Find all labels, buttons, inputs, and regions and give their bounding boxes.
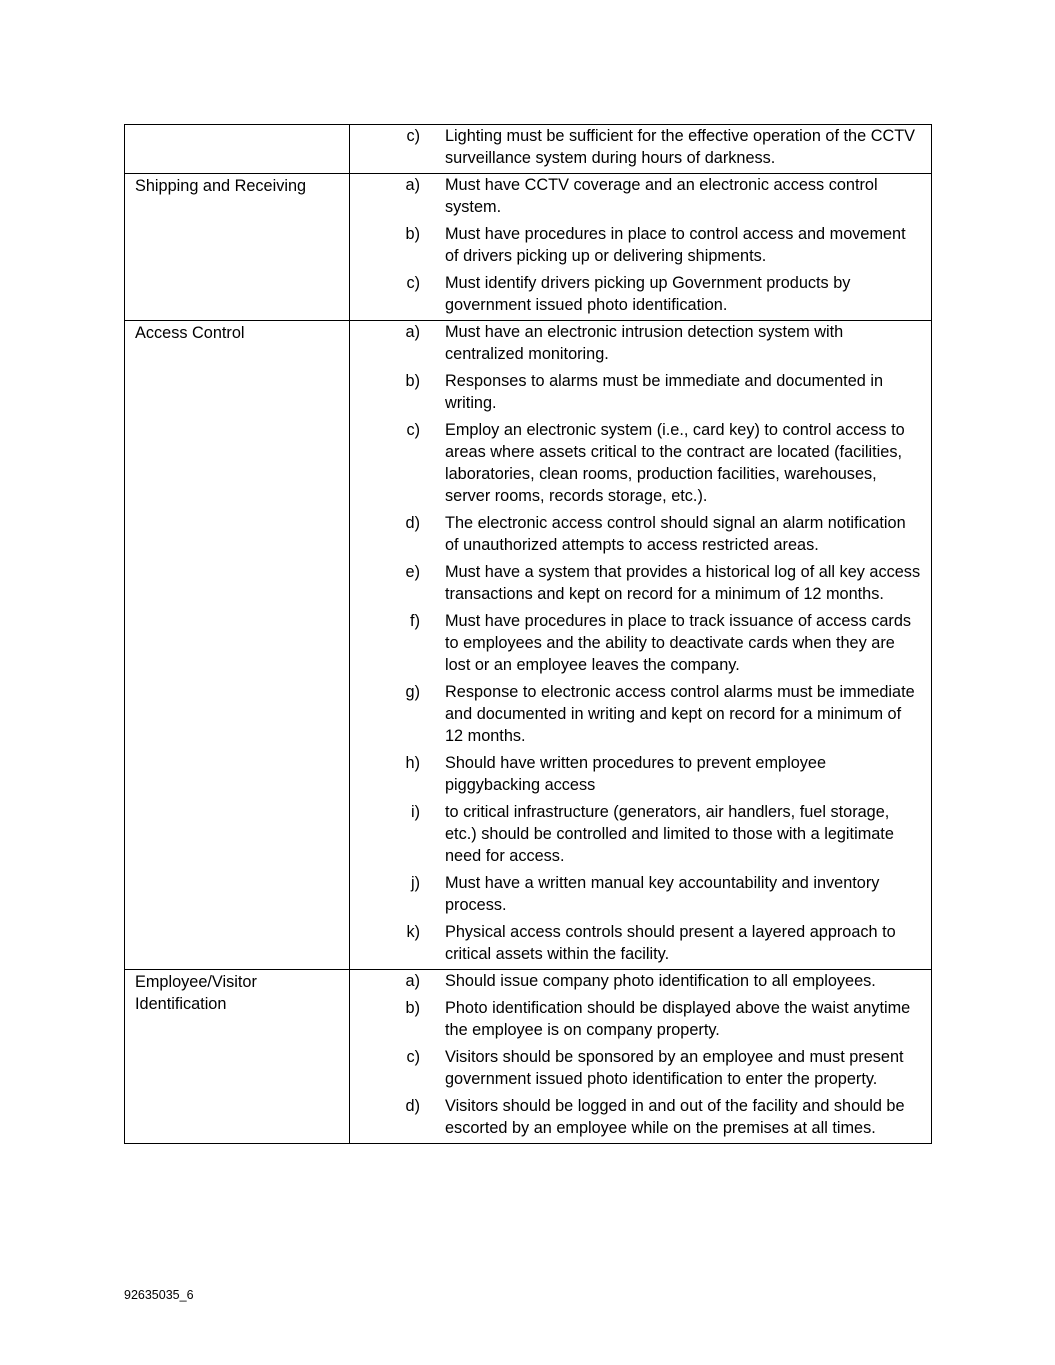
list-item: [350, 1046, 923, 1090]
table-row: [125, 125, 932, 174]
list-item: [350, 921, 923, 965]
item-text: Should issue company photo identification to all employees.: [445, 972, 876, 990]
item-text: Must have a system that provides a historical log of all key access transactions and kept on record for a minimum of 12 months.: [445, 563, 921, 603]
item-label: j): [410, 874, 420, 892]
item-text: Lighting must be sufficient for the effective operation of the CCTV surveillance system during hours of darkness.: [445, 127, 916, 167]
item-label: b): [405, 225, 420, 243]
category-cell: Employee/Visitor Identification: [125, 970, 350, 1144]
table-row: [125, 321, 932, 970]
list-item: [350, 752, 923, 796]
item-text: Must have CCTV coverage and an electronic access control system.: [445, 176, 878, 216]
item-text: Response to electronic access control alarms must be immediate and documented in writing and kept on record for a minimum of 12 months.: [445, 683, 915, 745]
item-label: i): [410, 803, 420, 821]
item-label: f): [410, 612, 420, 630]
requirements-table: [124, 124, 932, 1144]
list-item: [350, 801, 923, 867]
item-text: Must have procedures in place to track issuance of access cards to employees and the ability to deactivate cards when they are lost or an employee leaves the company.: [445, 612, 912, 674]
requirements-cell: [350, 125, 932, 174]
item-label: e): [405, 563, 420, 581]
category-cell: Shipping and Receiving: [125, 174, 350, 321]
item-text: Visitors should be logged in and out of the facility and should be escorted by an employee while on the premises at all times.: [445, 1097, 905, 1137]
list-item: [350, 223, 923, 267]
item-text: Must have an electronic intrusion detection system with centralized monitoring.: [445, 323, 844, 363]
item-label: a): [405, 323, 420, 341]
list-item: [350, 125, 923, 169]
item-label: c): [406, 421, 420, 439]
item-label: b): [405, 999, 420, 1017]
document-id: 92635035_6: [124, 1288, 194, 1302]
category-cell: [125, 125, 350, 174]
list-item: [350, 321, 923, 365]
list-item: [350, 419, 923, 507]
item-text: Physical access controls should present a layered approach to critical assets within the facility.: [445, 923, 896, 963]
list-item: [350, 561, 923, 605]
list-item: [350, 872, 923, 916]
item-label: a): [405, 176, 420, 194]
table-row: [125, 970, 932, 1144]
item-text: Should have written procedures to prevent employee piggybacking access: [445, 754, 827, 794]
item-label: c): [406, 274, 420, 292]
item-label: d): [405, 514, 420, 532]
item-label: g): [405, 683, 420, 701]
item-text: to critical infrastructure (generators, air handlers, fuel storage, etc.) should be controlled and limited to those with a legitimate need for access.: [445, 803, 894, 865]
list-item: [350, 370, 923, 414]
item-text: Responses to alarms must be immediate and documented in writing.: [445, 372, 884, 412]
table-row: [125, 174, 932, 321]
requirements-cell: [350, 970, 932, 1144]
list-item: [350, 610, 923, 676]
list-item: [350, 1095, 923, 1139]
requirements-cell: [350, 174, 932, 321]
item-text: Must have a written manual key accountability and inventory process.: [445, 874, 880, 914]
item-label: c): [406, 1048, 420, 1066]
list-item: [350, 681, 923, 747]
item-text: Must identify drivers picking up Government products by government issued photo identification.: [445, 274, 851, 314]
list-item: [350, 174, 923, 218]
list-item: [350, 997, 923, 1041]
item-label: d): [405, 1097, 420, 1115]
list-item: [350, 512, 923, 556]
item-label: a): [405, 972, 420, 990]
item-label: h): [405, 754, 420, 772]
item-text: Employ an electronic system (i.e., card key) to control access to areas where assets critical to the contract are located (facilities, laboratories, clean rooms, production facilities, warehouses, server rooms, records storage, etc.).: [445, 421, 905, 505]
item-text: Photo identification should be displayed above the waist anytime the employee is on company property.: [445, 999, 911, 1039]
list-item: [350, 970, 923, 992]
list-item: [350, 272, 923, 316]
requirements-cell: [350, 321, 932, 970]
item-label: b): [405, 372, 420, 390]
item-label: k): [406, 923, 420, 941]
item-text: Must have procedures in place to control access and movement of drivers picking up or delivering shipments.: [445, 225, 906, 265]
item-text: Visitors should be sponsored by an employee and must present government issued photo identification to enter the property.: [445, 1048, 904, 1088]
item-label: c): [406, 127, 420, 145]
item-text: The electronic access control should signal an alarm notification of unauthorized attempts to access restricted areas.: [445, 514, 906, 554]
table-body: [125, 125, 932, 1144]
category-cell: Access Control: [125, 321, 350, 970]
